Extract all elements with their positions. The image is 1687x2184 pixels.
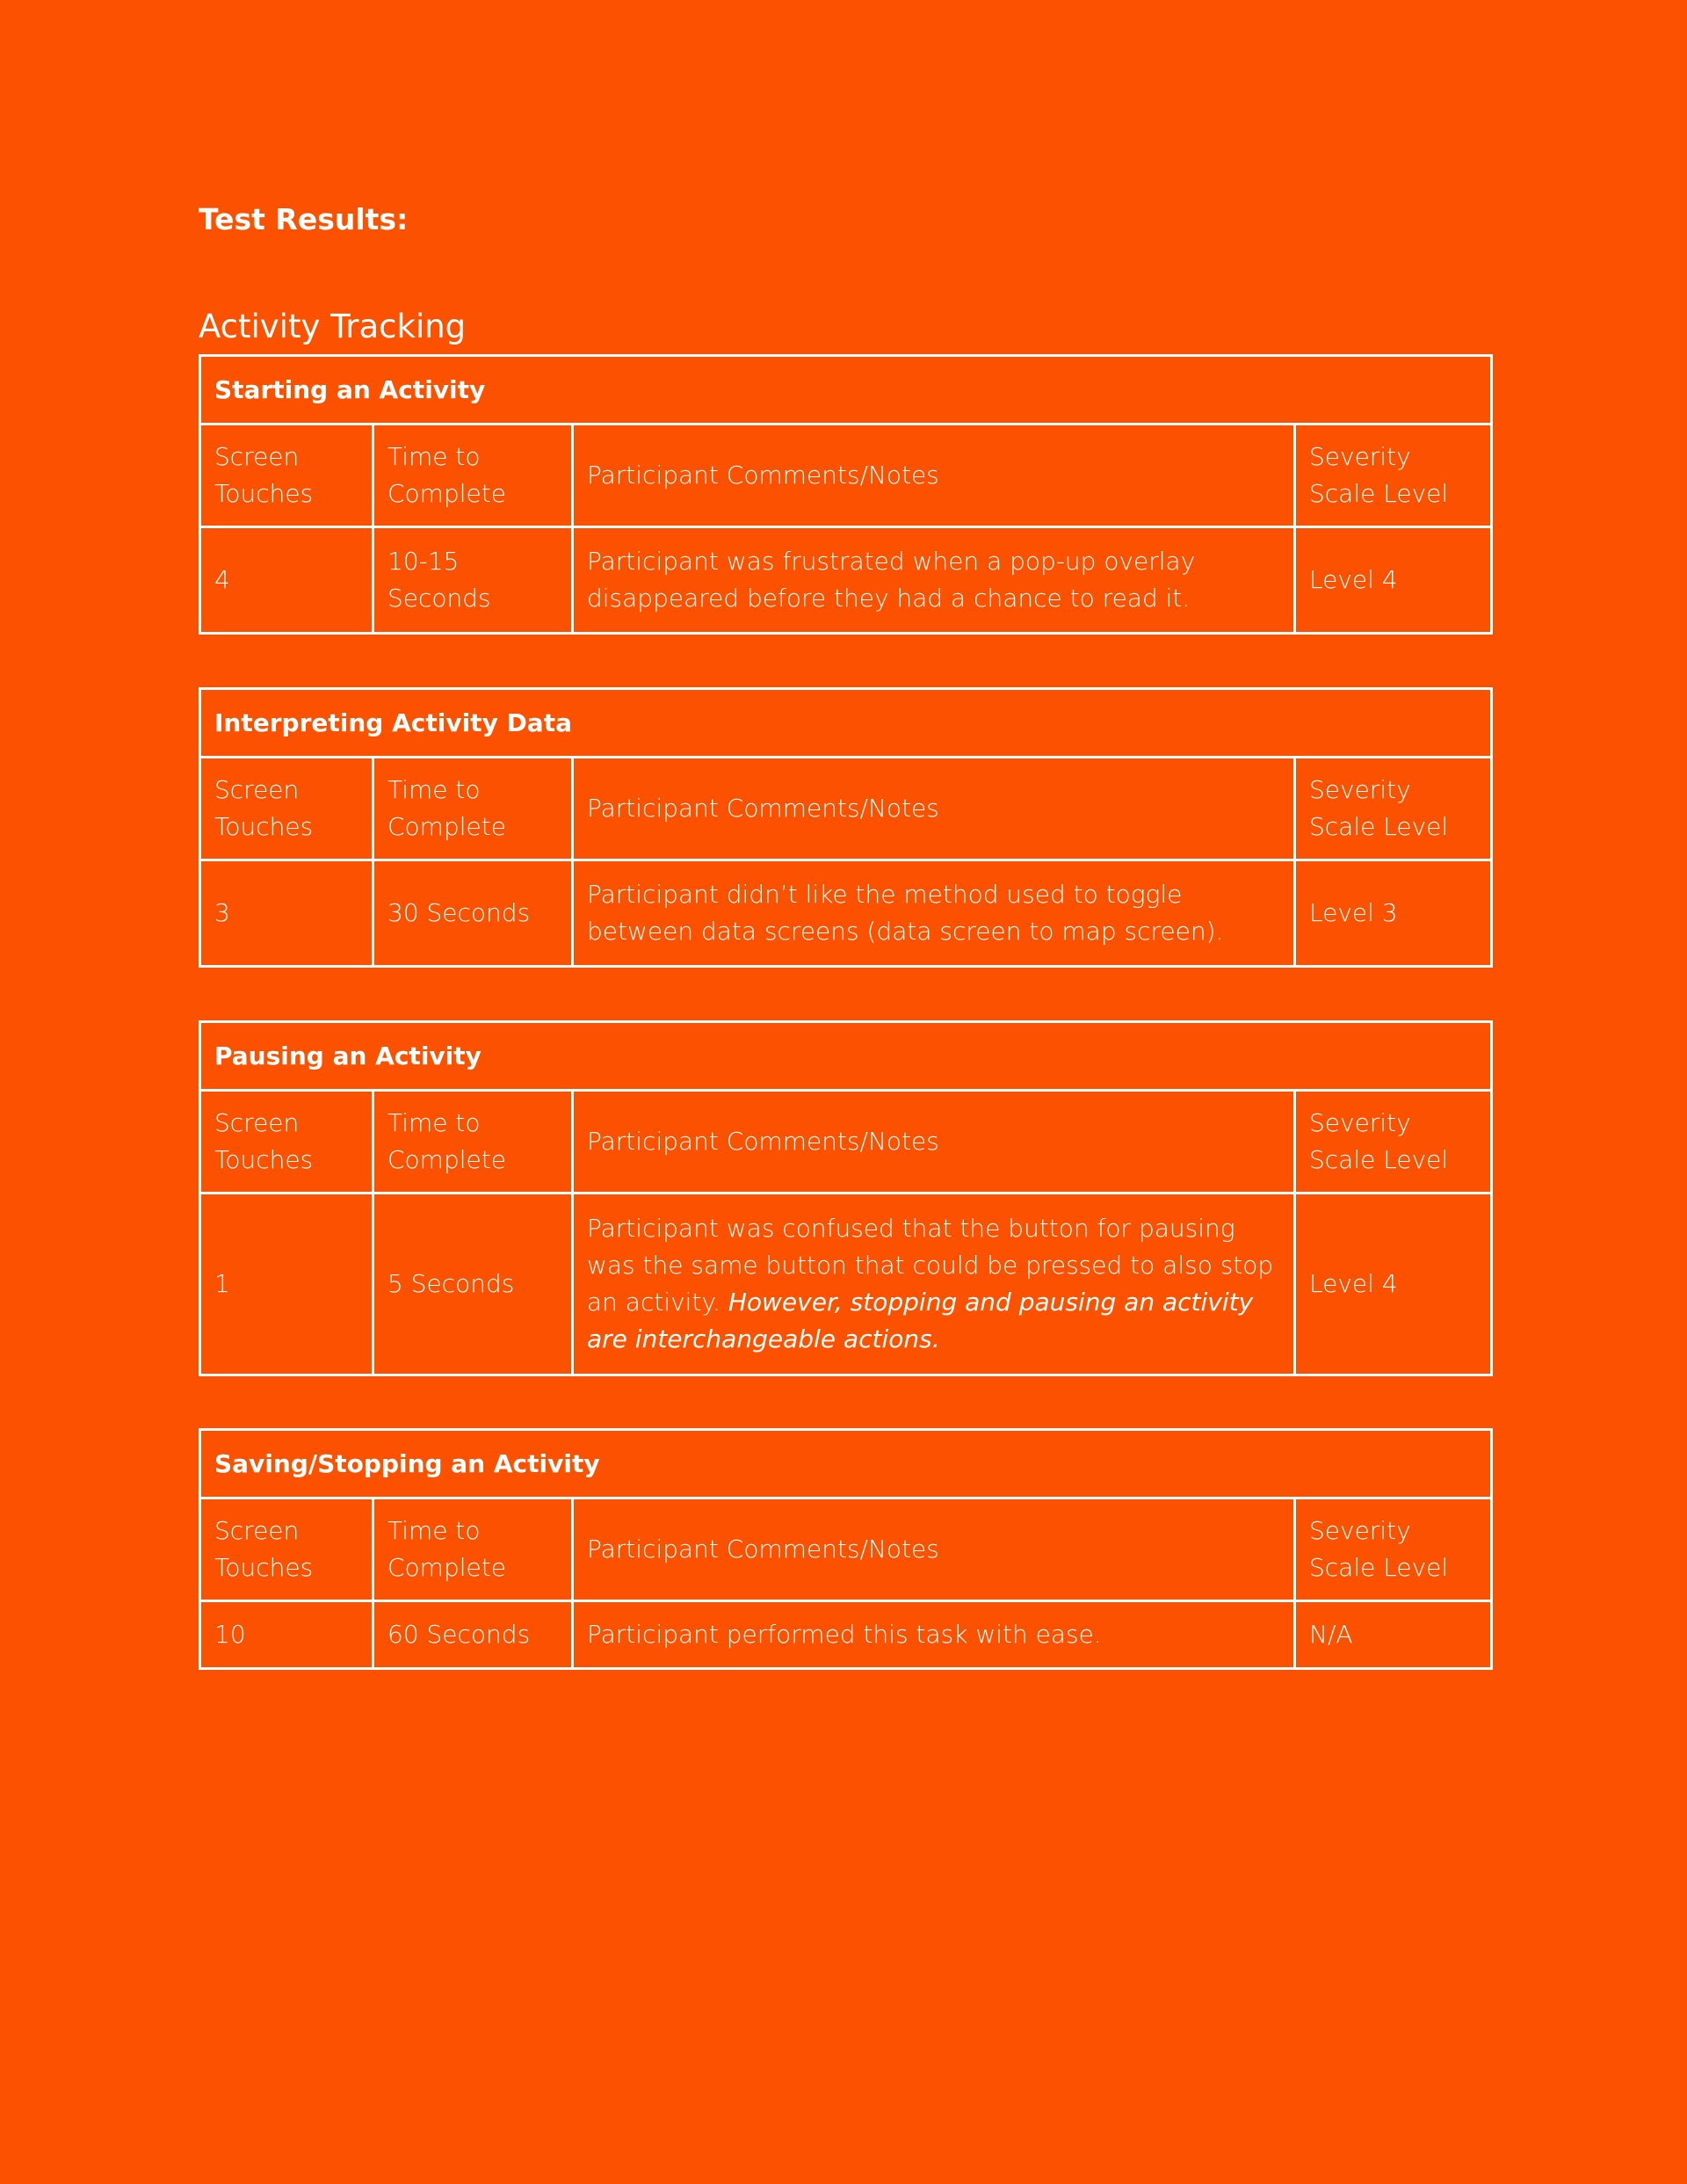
header-time-to-complete: Time to Complete — [373, 1498, 573, 1601]
cell-comments: Participant didn’t like the method used to toggle between data screens (data screen to map screen). — [573, 860, 1295, 967]
cell-severity: Level 3 — [1295, 860, 1492, 967]
table-header-row — [200, 1091, 1492, 1194]
results-table-pausing-activity — [199, 1020, 1493, 1376]
header-screen-touches: Screen Touches — [200, 758, 373, 860]
table-header-row — [200, 424, 1492, 527]
header-screen-touches: Screen Touches — [200, 424, 373, 527]
cell-screen-touches: 1 — [200, 1194, 373, 1375]
comment-italic-text: However, stopping and pausing an activity are interchangeable actions. — [587, 1288, 1254, 1353]
comment-text: Participant was confused that the button for pausing was the same button that could be pressed to also stop an activity. — [587, 1214, 1274, 1317]
results-table-interpreting-data — [199, 687, 1493, 968]
table-row — [200, 527, 1492, 634]
cell-time-to-complete: 5 Seconds — [373, 1194, 573, 1375]
cell-severity: Level 4 — [1295, 1194, 1492, 1375]
table-caption: Pausing an Activity — [200, 1022, 1492, 1091]
header-severity: Severity Scale Level — [1295, 1498, 1492, 1601]
header-comments: Participant Comments/Notes — [573, 1091, 1295, 1194]
header-screen-touches: Screen Touches — [200, 1498, 373, 1601]
cell-comments: Participant performed this task with ease. — [573, 1601, 1295, 1669]
cell-time-to-complete: 60 Seconds — [373, 1601, 573, 1669]
table-row — [200, 1194, 1492, 1375]
table-row — [200, 860, 1492, 967]
header-comments: Participant Comments/Notes — [573, 1498, 1295, 1601]
cell-severity: N/A — [1295, 1601, 1492, 1669]
header-severity: Severity Scale Level — [1295, 424, 1492, 527]
cell-time-to-complete: 10-15 Seconds — [373, 527, 573, 634]
cell-screen-touches: 4 — [200, 527, 373, 634]
cell-time-to-complete: 30 Seconds — [373, 860, 573, 967]
table-header-row — [200, 1498, 1492, 1601]
results-table-saving-stopping — [199, 1428, 1493, 1670]
cell-comments — [573, 1194, 1295, 1375]
table-row — [200, 1601, 1492, 1669]
table-caption: Interpreting Activity Data — [200, 689, 1492, 758]
header-severity: Severity Scale Level — [1295, 758, 1492, 860]
table-header-row — [200, 758, 1492, 860]
section-title: Activity Tracking — [199, 308, 467, 345]
header-screen-touches: Screen Touches — [200, 1091, 373, 1194]
page-title: Test Results: — [199, 202, 409, 236]
cell-comments: Participant was frustrated when a pop-up overlay disappeared before they had a chance to read it. — [573, 527, 1295, 634]
header-comments: Participant Comments/Notes — [573, 758, 1295, 860]
cell-screen-touches: 3 — [200, 860, 373, 967]
header-comments: Participant Comments/Notes — [573, 424, 1295, 527]
results-table-starting-activity — [199, 354, 1493, 635]
header-severity: Severity Scale Level — [1295, 1091, 1492, 1194]
header-time-to-complete: Time to Complete — [373, 1091, 573, 1194]
cell-screen-touches: 10 — [200, 1601, 373, 1669]
header-time-to-complete: Time to Complete — [373, 758, 573, 860]
table-caption: Saving/Stopping an Activity — [200, 1430, 1492, 1498]
cell-severity: Level 4 — [1295, 527, 1492, 634]
header-time-to-complete: Time to Complete — [373, 424, 573, 527]
table-caption: Starting an Activity — [200, 356, 1492, 424]
